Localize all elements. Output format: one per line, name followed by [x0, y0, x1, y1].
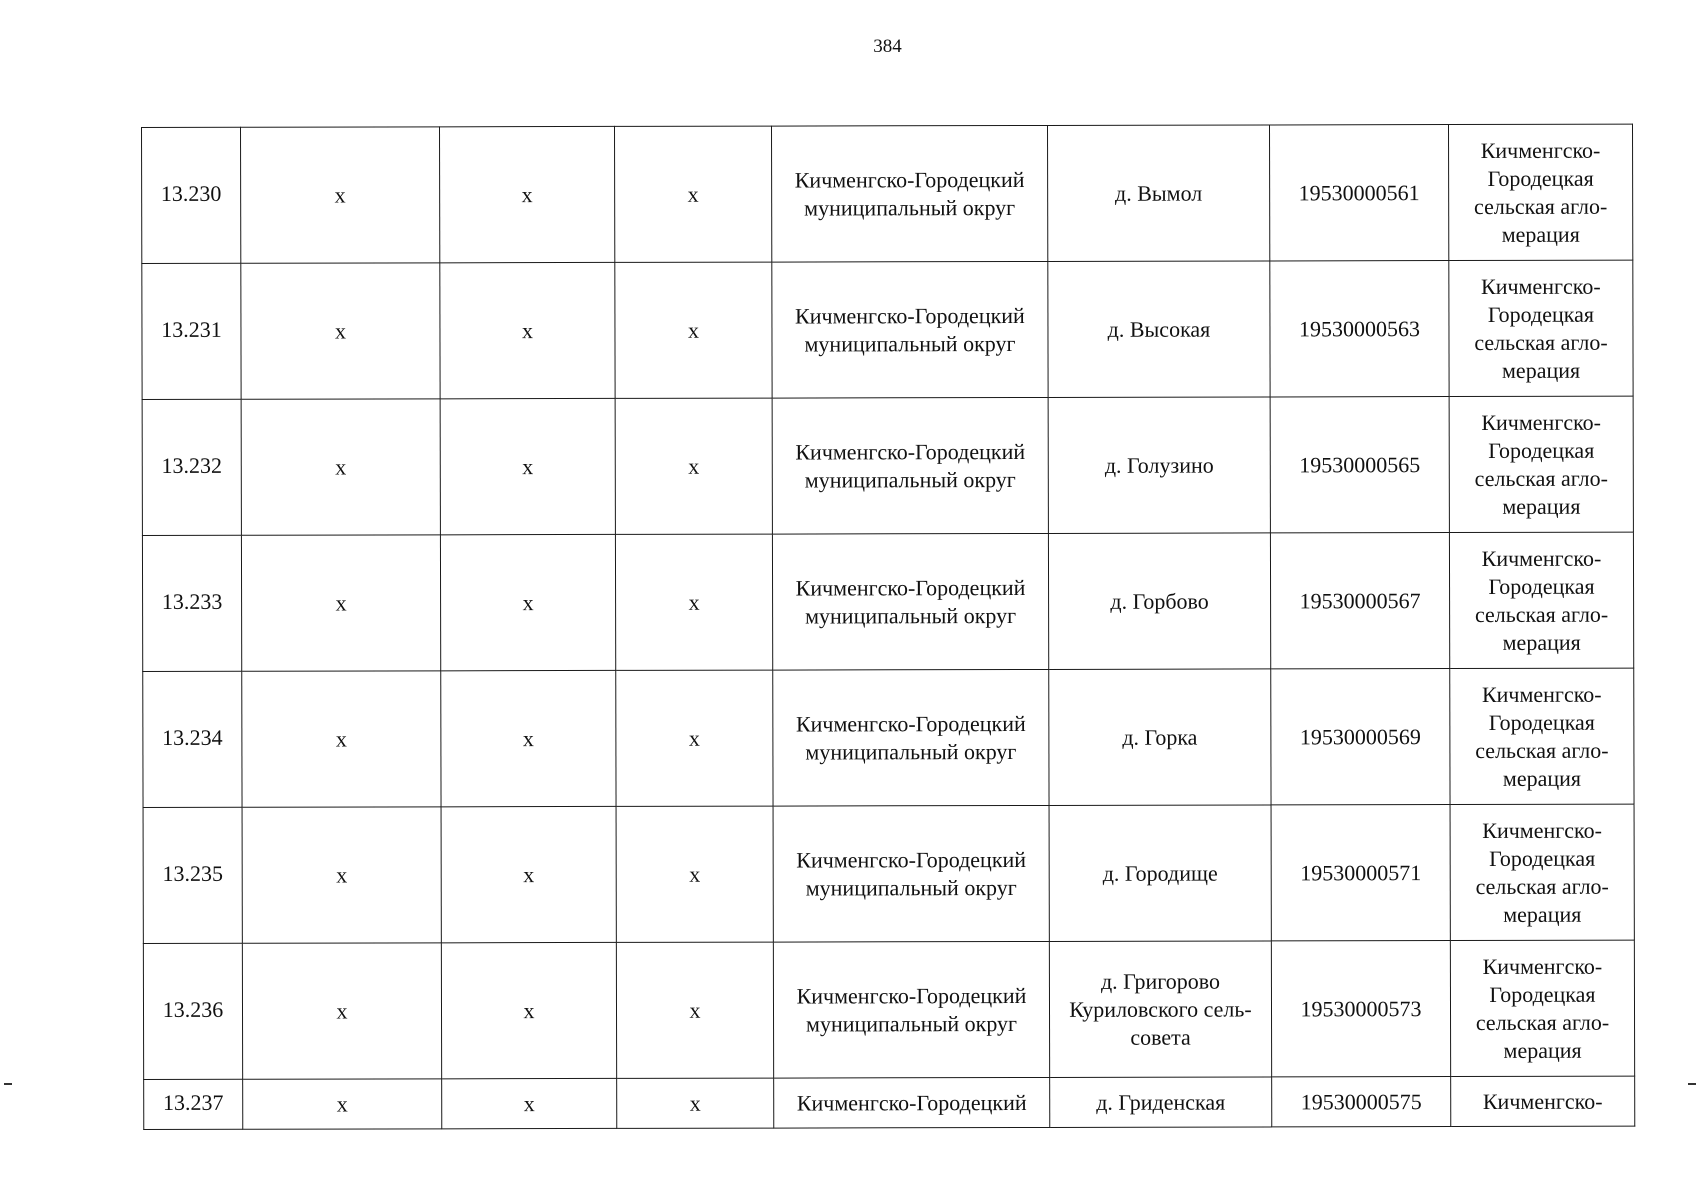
district-cell-line: муниципальный округ [804, 194, 1016, 220]
agglomeration-cell-line: Кичменгско- [1480, 273, 1601, 299]
oktmo-code-cell: 19530000575 [1272, 1077, 1451, 1127]
mark-cell-3: x [615, 534, 772, 670]
oktmo-code-cell: 19530000565 [1270, 397, 1449, 533]
agglomeration-cell-line: Городецкая [1487, 301, 1595, 327]
table-row [143, 804, 1634, 943]
settlement-cell [1049, 805, 1271, 942]
district-cell-line: муниципальный округ [804, 330, 1016, 356]
agglomeration-cell-line: сельская агло- [1474, 329, 1608, 355]
agglomeration-cell-line: Городецкая [1488, 573, 1595, 599]
row-number-cell: 13.230 [142, 127, 241, 263]
district-cell-line: муниципальный округ [805, 1010, 1018, 1036]
district-cell [773, 805, 1049, 942]
settlement-cell-line: Куриловского сель- [1069, 995, 1252, 1022]
district-cell-line: Кичменгско-Городецкий [796, 982, 1027, 1009]
oktmo-code-cell: 19530000571 [1271, 805, 1450, 941]
agglomeration-cell-line: Кичменгско- [1481, 409, 1602, 435]
mark-cell-3: x [614, 126, 771, 262]
district-cell [773, 941, 1049, 1078]
settlement-cell-line: д. Гриденская [1096, 1089, 1226, 1115]
row-number-cell: 13.236 [143, 943, 242, 1079]
settlement-cell-line: д. Горка [1122, 724, 1198, 750]
table-body [142, 124, 1635, 1129]
agglomeration-cell-line: Кичменгско- [1480, 137, 1601, 163]
mark-cell-2: x [441, 670, 616, 806]
oktmo-code-cell: 19530000563 [1270, 261, 1449, 397]
settlement-cell [1049, 669, 1271, 806]
row-number-cell: 13.233 [142, 535, 241, 671]
agglomeration-cell [1450, 940, 1634, 1076]
table-row [143, 668, 1634, 807]
settlement-cell [1048, 533, 1270, 670]
page-number: 384 [873, 36, 902, 57]
settlement-cell [1048, 397, 1270, 534]
oktmo-code-cell: 19530000567 [1270, 533, 1449, 669]
left-margin-mark [4, 1083, 12, 1085]
agglomeration-cell-line: мерация [1503, 901, 1582, 927]
agglomeration-cell-line: Кичменгско- [1481, 681, 1602, 707]
agglomeration-cell [1449, 396, 1633, 532]
settlement-cell-line: совета [1130, 1024, 1191, 1050]
settlement-cell [1049, 941, 1271, 1078]
agglomeration-cell-line: мерация [1501, 221, 1580, 247]
mark-cell-2: x [440, 398, 615, 534]
district-cell-line: муниципальный округ [804, 466, 1016, 492]
mark-cell-2: x [442, 1078, 617, 1128]
settlement-cell-line: д. Горбово [1110, 588, 1209, 614]
row-number-cell: 13.237 [144, 1079, 243, 1129]
settlement-cell-line: д. Голузино [1104, 452, 1214, 478]
table-row [142, 124, 1633, 263]
agglomeration-cell-line: Кичменгско- [1482, 953, 1603, 979]
table-row [142, 532, 1633, 671]
mark-cell-2: x [440, 126, 615, 262]
agglomeration-cell-line: сельская агло- [1475, 1009, 1610, 1035]
agglomeration-cell [1450, 668, 1634, 804]
agglomeration-cell [1449, 260, 1633, 396]
row-number-cell: 13.232 [142, 399, 241, 535]
settlement-cell [1048, 261, 1270, 398]
district-cell-line: Кичменгско-Городецкий [795, 438, 1026, 465]
settlement-cell [1050, 1077, 1272, 1128]
mark-cell-3: x [617, 1078, 774, 1128]
mark-cell-1: x [241, 399, 440, 535]
mark-cell-2: x [441, 806, 616, 942]
district-cell [772, 397, 1048, 534]
agglomeration-cell-line: сельская агло- [1473, 193, 1608, 219]
table-row [142, 396, 1633, 535]
agglomeration-cell-line: Городецкая [1489, 981, 1596, 1007]
right-margin-mark [1688, 1083, 1696, 1085]
district-cell-line: Кичменгско-Городецкий [796, 1089, 1027, 1116]
district-cell-line: Кичменгско-Городецкий [795, 710, 1026, 737]
agglomeration-cell-line: мерация [1502, 493, 1581, 519]
table-row [142, 260, 1633, 399]
table-row [144, 1076, 1635, 1129]
agglomeration-cell-line: Кичменгско- [1481, 545, 1602, 571]
district-cell [772, 533, 1048, 670]
mark-cell-1: x [242, 807, 441, 943]
mark-cell-1: x [241, 263, 440, 399]
mark-cell-1: x [243, 1079, 442, 1129]
agglomeration-cell-line: мерация [1501, 357, 1581, 383]
agglomeration-cell-line: мерация [1502, 765, 1582, 791]
agglomeration-cell [1450, 804, 1634, 940]
mark-cell-2: x [440, 534, 615, 670]
district-cell [772, 261, 1048, 398]
district-cell-line: муниципальный округ [805, 874, 1017, 900]
district-cell [773, 669, 1049, 806]
agglomeration-cell-line: Кичменгско- [1482, 817, 1602, 843]
district-cell-line: Кичменгско-Городецкий [796, 846, 1027, 873]
row-number-cell: 13.235 [143, 807, 242, 943]
oktmo-code-cell: 19530000573 [1271, 941, 1450, 1077]
mark-cell-1: x [242, 943, 441, 1079]
mark-cell-3: x [615, 262, 772, 398]
agglomeration-cell-line: мерация [1503, 1037, 1582, 1063]
district-cell [771, 125, 1047, 262]
mark-cell-3: x [616, 806, 773, 942]
district-cell-line: Кичменгско-Городецкий [795, 574, 1026, 601]
agglomeration-cell-line: Городецкая [1488, 437, 1595, 463]
agglomeration-cell-line: Городецкая [1489, 845, 1596, 871]
agglomeration-cell-line: сельская агло- [1475, 873, 1609, 899]
agglomeration-cell-line: сельская агло- [1474, 465, 1608, 491]
district-cell-line: Кичменгско-Городецкий [795, 302, 1025, 329]
district-cell-line: муниципальный округ [805, 738, 1017, 764]
row-number-cell: 13.234 [143, 671, 242, 807]
agglomeration-cell-line: Кичменгско- [1482, 1088, 1603, 1114]
mark-cell-1: x [242, 671, 441, 807]
mark-cell-3: x [616, 942, 773, 1078]
settlement-cell-line: д. Вымол [1114, 180, 1203, 206]
district-cell-line: муниципальный округ [805, 602, 1017, 628]
settlements-table [141, 124, 1635, 1130]
mark-cell-2: x [441, 942, 616, 1078]
agglomeration-cell [1449, 532, 1633, 668]
district-cell-line: Кичменгско-Городецкий [794, 166, 1025, 193]
district-cell [774, 1077, 1050, 1128]
settlement-cell-line: д. Высокая [1107, 316, 1211, 342]
oktmo-code-cell: 19530000561 [1269, 125, 1448, 261]
settlement-cell [1047, 125, 1269, 262]
oktmo-code-cell: 19530000569 [1271, 669, 1450, 805]
settlement-cell-line: д. Городище [1102, 860, 1218, 886]
row-number-cell: 13.231 [142, 263, 241, 399]
agglomeration-cell-line: мерация [1502, 629, 1581, 655]
table-row [143, 940, 1634, 1079]
agglomeration-cell-line: сельская агло- [1475, 737, 1609, 763]
agglomeration-cell-line: сельская агло- [1474, 601, 1609, 627]
agglomeration-cell [1448, 124, 1632, 260]
mark-cell-1: x [241, 535, 440, 671]
mark-cell-3: x [615, 398, 772, 534]
settlement-cell-line: д. Григорово [1100, 968, 1220, 994]
agglomeration-cell [1451, 1076, 1635, 1126]
mark-cell-3: x [616, 670, 773, 806]
mark-cell-2: x [440, 262, 615, 398]
agglomeration-cell-line: Городецкая [1487, 165, 1594, 191]
agglomeration-cell-line: Городецкая [1488, 709, 1595, 735]
mark-cell-1: x [241, 127, 440, 263]
